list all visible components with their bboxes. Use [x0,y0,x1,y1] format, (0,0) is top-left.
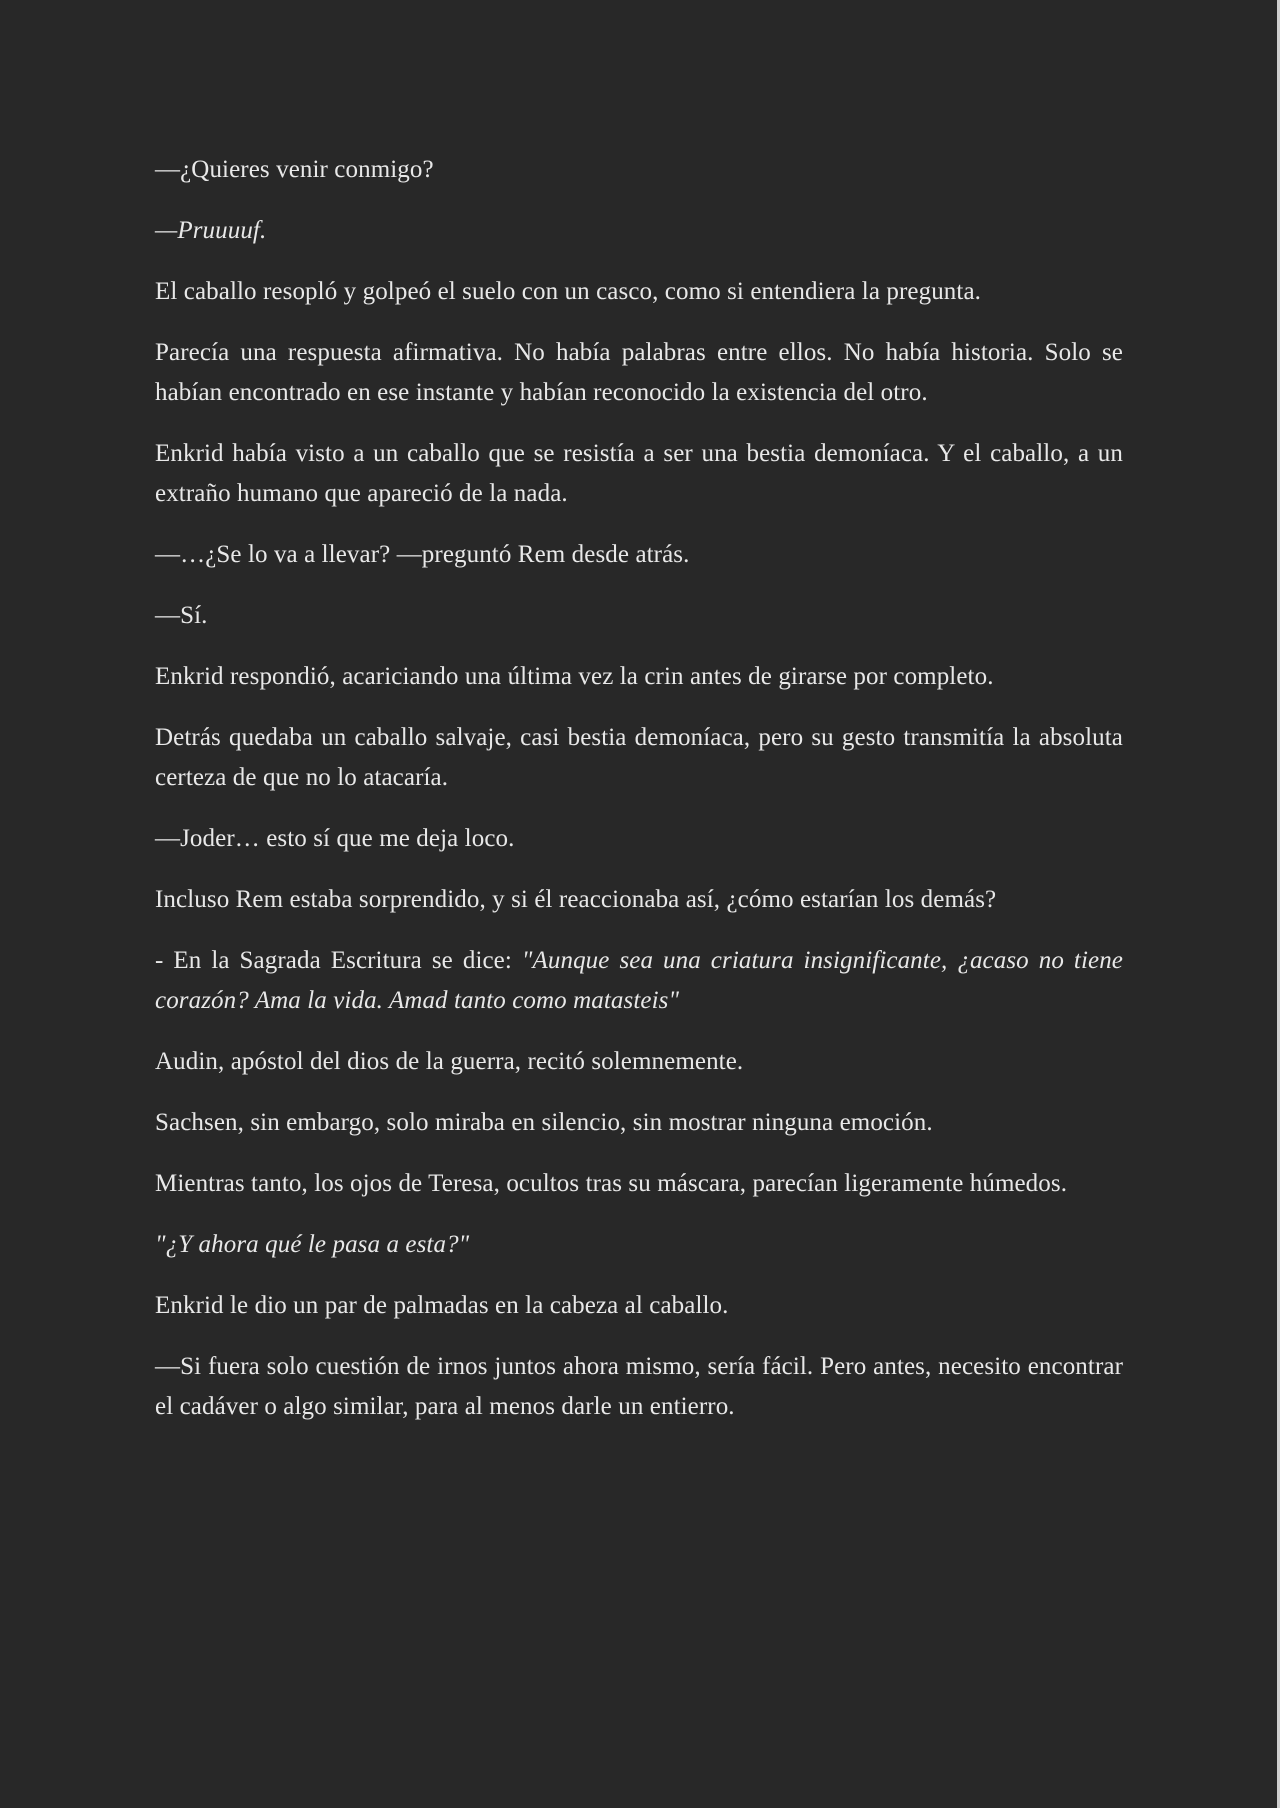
paragraph: Enkrid le dio un par de palmadas en la cabeza al caballo. [155,1292,729,1319]
scripture-quote: "Aunque sea una criatura insignificante, ¿acaso no tiene corazón? Ama la vida. Amad tanto como matasteis" [155,947,1123,1014]
paragraph: Incluso Rem estaba sorprendido, y si él reaccionaba así, ¿cómo estarían los demás? [155,886,997,913]
paragraph [155,1225,1123,1265]
paragraph: Detrás quedaba un caballo salvaje, casi bestia demoníaca, pero su gesto transmitía la absoluta certeza de que no lo atacaría. [155,724,1123,791]
paragraph: Parecía una respuesta afirmativa. No había palabras entre ellos. No había historia. Solo se habían encontrado en ese instante y habían reconocido la existencia del otro. [155,339,1123,406]
paragraph: —Si fuera solo cuestión de irnos juntos ahora mismo, sería fácil. Pero antes, necesito encontrar el cadáver o algo similar, para al menos darle un entierro. [155,1353,1123,1420]
paragraph: —Joder… esto sí que me deja loco. [155,825,515,852]
paragraph: —…¿Se lo va a llevar? —preguntó Rem desde atrás. [155,541,690,568]
paragraph: —Sí. [155,602,208,629]
scripture-prefix: - En la Sagrada Escritura se dice: [155,947,522,974]
paragraph: Sachsen, sin embargo, solo miraba en silencio, sin mostrar ninguna emoción. [155,1109,933,1136]
paragraph: Enkrid había visto a un caballo que se resistía a ser una bestia demoníaca. Y el caballo, a un extraño humano que apareció de la nada. [155,440,1123,507]
paragraph: Audin, apóstol del dios de la guerra, recitó solemnemente. [155,1048,744,1075]
paragraph: —¿Quieres venir conmigo? [155,156,434,183]
reader-content [155,150,1123,1448]
italic-thought: "¿Y ahora qué le pasa a esta?" [155,1231,470,1258]
paragraph [155,211,1123,251]
paragraph: El caballo resopló y golpeó el suelo con un casco, como si entendiera la pregunta. [155,278,981,305]
scripture-paragraph [155,941,1123,1021]
paragraph: Mientras tanto, los ojos de Teresa, ocultos tras su máscara, parecían ligeramente húmedos. [155,1170,1068,1197]
paragraph: Enkrid respondió, acariciando una última vez la crin antes de girarse por completo. [155,663,994,690]
italic-text: —Pruuuuf. [155,217,267,244]
